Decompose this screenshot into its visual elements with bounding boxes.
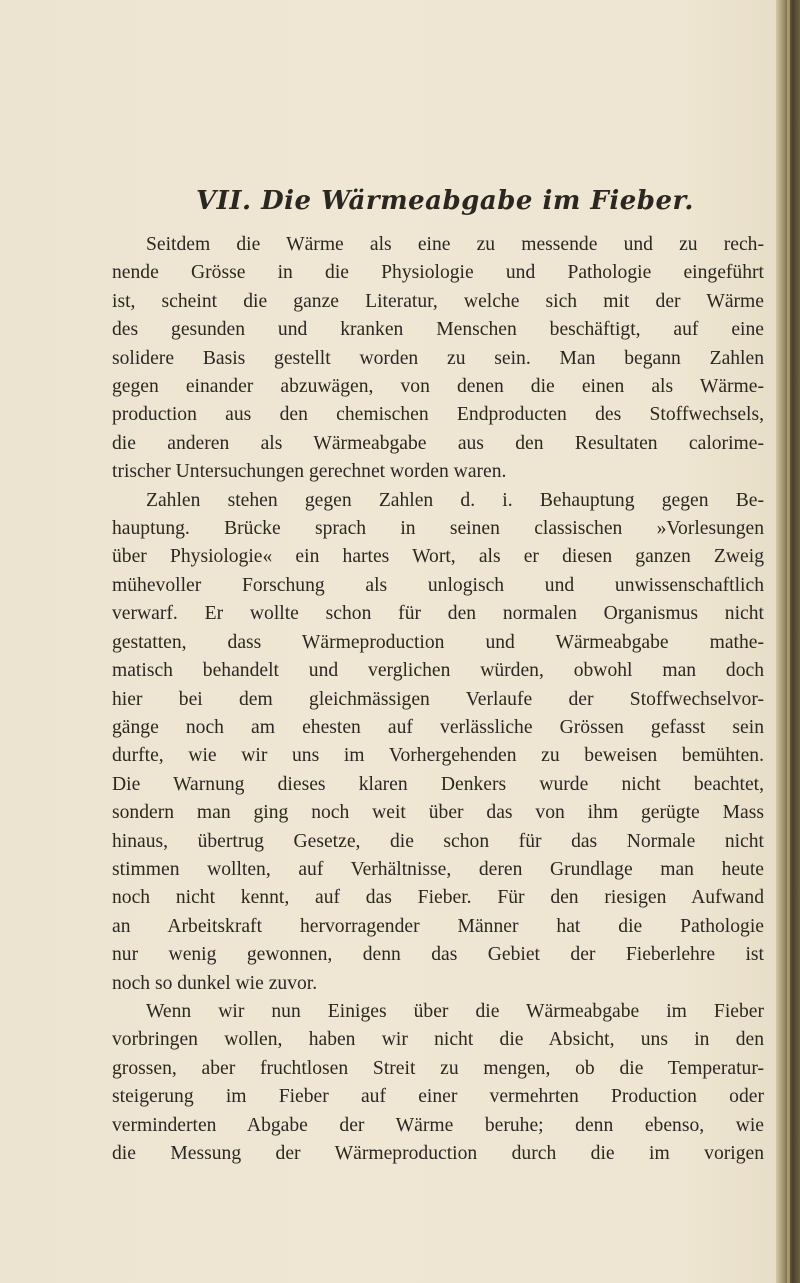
body-text: [112, 231, 764, 1168]
text-line: gestatten, dass Wärmeproduction und Wärmeabgabe mathe-: [112, 631, 764, 653]
text-line: die anderen als Wärmeabgabe aus den Resultaten calorime-: [112, 432, 764, 454]
text-line: nende Grösse in die Physiologie und Pathologie eingeführt: [112, 262, 764, 284]
text-line: stimmen wollten, auf Verhältnisse, deren Grundlage man heute: [112, 858, 764, 880]
text-line: production aus den chemischen Endproducten des Stoffwechsels,: [112, 404, 764, 426]
text-line: sondern man ging noch weit über das von ihm gerügte Mass: [112, 802, 764, 824]
text-line: noch nicht kennt, auf das Fieber. Für den riesigen Aufwand: [112, 887, 764, 909]
text-line: gänge noch am ehesten auf verlässliche Grössen gefasst sein: [112, 716, 764, 738]
text-line: matisch behandelt und verglichen würden, obwohl man doch: [112, 660, 764, 682]
text-line: über Physiologie« ein hartes Wort, als er diesen ganzen Zweig: [112, 546, 764, 568]
text-line: vorbringen wollen, haben wir nicht die Absicht, uns in den: [112, 1029, 764, 1051]
text-line: Zahlen stehen gegen Zahlen d. i. Behauptung gegen Be-: [146, 489, 764, 511]
text-line: mühevoller Forschung als unlogisch und unwissenschaftlich: [112, 574, 764, 596]
text-line: verminderten Abgabe der Wärme beruhe; denn ebenso, wie: [112, 1114, 764, 1136]
text-line: des gesunden und kranken Menschen beschäftigt, auf eine: [112, 319, 764, 341]
chapter-heading: VII. Die Wärmeabgabe im Fieber.: [196, 186, 694, 216]
text-line: nur wenig gewonnen, denn das Gebiet der Fieberlehre ist: [112, 944, 764, 966]
text-line: ist, scheint die ganze Literatur, welche sich mit der Wärme: [112, 290, 764, 312]
text-line: verwarf. Er wollte schon für den normalen Organismus nicht: [112, 603, 764, 625]
page-edge-highlight: [787, 0, 790, 1283]
text-line: die Messung der Wärmeproduction durch die im vorigen: [112, 1143, 764, 1164]
text-line: durfte, wie wir uns im Vorhergehenden zu beweisen bemühten.: [112, 745, 764, 767]
text-line: Seitdem die Wärme als eine zu messende und zu rech-: [146, 234, 764, 255]
text-line: hauptung. Brücke sprach in seinen classischen »Vorlesungen: [112, 518, 764, 540]
text-line: noch so dunkel wie zuvor.: [112, 972, 318, 994]
text-line: steigerung im Fieber auf einer vermehrten Production oder: [112, 1086, 764, 1108]
text-line: trischer Untersuchungen gerechnet worden waren.: [112, 461, 507, 483]
text-line: an Arbeitskraft hervorragender Männer hat die Pathologie: [112, 915, 764, 937]
text-line: solidere Basis gestellt worden zu sein. Man begann Zahlen: [112, 347, 764, 369]
text-line: Wenn wir nun Einiges über die Wärmeabgabe im Fieber: [146, 1000, 764, 1022]
text-line: hinaus, übertrug Gesetze, die schon für das Normale nicht: [112, 830, 764, 852]
text-line: hier bei dem gleichmässigen Verlaufe der Stoffwechselvor-: [112, 688, 764, 710]
text-line: grossen, aber fruchtlosen Streit zu mengen, ob die Temperatur-: [112, 1057, 764, 1079]
text-line: gegen einander abzuwägen, von denen die einen als Wärme-: [112, 376, 764, 398]
text-line: Die Warnung dieses klaren Denkers wurde nicht beachtet,: [112, 773, 764, 795]
